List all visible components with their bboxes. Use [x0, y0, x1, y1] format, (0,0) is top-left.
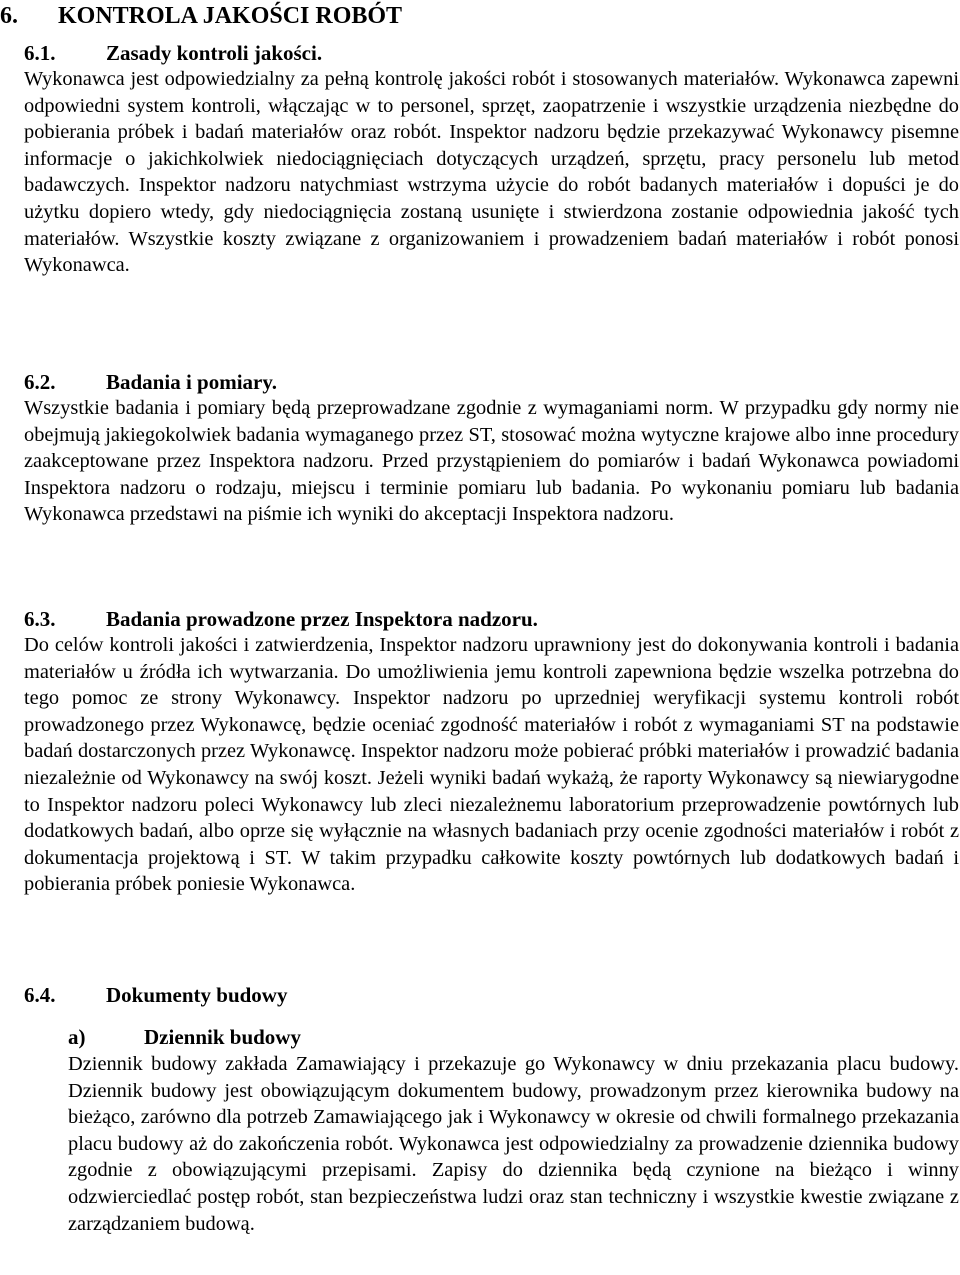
paragraph-6-2: Wszystkie badania i pomiary będą przeprowadzane zgodnie z wymaganiami norm. W przypadku gdy normy nie obejmują jakiegokolwiek badania wymaganego przez ST, stosować można wytyczne krajowe albo inne procedury zaakceptowane przez Inspektora nadzoru. Przed przystąpieniem do pomiarów i badań Wykonawca powiadomi Inspektora nadzoru o rodzaju, miejscu i terminie pomiaru lub badania. Po wykonaniu pomiaru lub badania Wykonawca przedstawi na piśmie ich wyniki do akceptacji Inspektora nadzoru. — [24, 397, 959, 526]
paragraph-6-1: Wykonawca jest odpowiedzialny za pełną kontrolę jakości robót i stosowanych materiałów. Wykonawca zapewni odpowiedni system kontroli, włączając w to personel, sprzęt, zaopatrzenie i wszystkie urządzenia niezbędne do pobierania próbek i badań materiałów oraz robót. Inspektor nadzoru będzie przekazywać Wykonawcy pisemne informacje o jakichkolwiek niedociągnięciach dotyczących urządzeń, sprzętu, pracy personelu lub metod badawczych. Inspektor nadzoru natychmiast wstrzyma użycie do robót badanych materiałów i dopuści je do użytku dopiero wtedy, gdy niedociągnięcia zostaną usunięte i stwierdzona zostanie odpowiednia jakość tych materiałów. Wszystkie koszty związane z organizowaniem i prowadzeniem badań materiałów i robót ponosi Wykonawca. — [24, 68, 959, 277]
section-number: 6. — [0, 3, 18, 29]
subsection-number: 6.3. — [24, 607, 56, 631]
subsection-title: Zasady kontroli jakości. — [106, 41, 323, 65]
subsection-title: Badania i pomiary. — [106, 370, 277, 394]
section-heading — [0, 2, 402, 30]
subsection-heading-6-1 — [24, 40, 322, 66]
subsection-heading-6-2 — [24, 369, 277, 395]
section-title: KONTROLA JAKOŚCI ROBÓT — [58, 3, 403, 29]
paragraph-dziennik-budowy: Dziennik budowy zakłada Zamawiający i przekazuje go Wykonawcy w dniu przekazania placu budowy. Dziennik budowy jest obowiązującym dokumentem budowy, prowadzonym przez kierownika budowy na bieżąco, zarówno dla potrzeb Zamawiającego jak i Wykonawcy w okresie od chwili formalnego przekazania placu budowy aż do zakończenia robót. Wykonawca jest odpowiedzialny za prowadzenie dziennika budowy zgodnie z obowiązującymi przepisami. Zapisy do dziennika będą czynione na bieżąco i winny odzwierciedlać postęp robót, stan bezpieczeństwa ludzi oraz stan techniczny i wszystkie kwestie związane z zarządzaniem budową. — [68, 1053, 959, 1235]
subsubsection-number: a) — [68, 1025, 86, 1049]
subsection-heading-6-4 — [24, 982, 287, 1008]
subsection-number: 6.2. — [24, 370, 56, 394]
subsubsection-heading-a — [68, 1024, 301, 1050]
paragraph-6-3: Do celów kontroli jakości i zatwierdzenia, Inspektor nadzoru uprawniony jest do dokonywania kontroli i badania materiałów u źródła ich wytwarzania. Do umożliwienia jemu kontroli zapewniona będzie wszelka potrzebna do tego pomoc ze strony Wykonawcy. Inspektor nadzoru po uprzedniej weryfikacji systemu kontroli robót prowadzonego przez Wykonawcę, będzie oceniać zgodność materiałów i robót z wymaganiami ST na podstawie badań dostarczonych przez Wykonawcę. Inspektor nadzoru może pobierać próbki materiałów i prowadzić badania niezależnie od Wykonawcy na swój koszt. Jeżeli wyniki badań wykażą, że raporty Wykonawcy są niewiarygodne to Inspektor nadzoru poleci Wykonawcy lub zleci niezależnemu laboratorium przeprowadzenie powtórnych lub dodatkowych badań, albo oprze się wyłącznie na własnych badaniach przy ocenie zgodności materiałów i robót z dokumentacja projektową i ST. W takim przypadku całkowite koszty powtórnych lub dodatkowych badań i pobierania próbek poniesie Wykonawca. — [24, 634, 959, 896]
subsection-number: 6.1. — [24, 41, 56, 65]
subsubsection-title: Dziennik budowy — [144, 1025, 301, 1049]
subsection-heading-6-3 — [24, 606, 538, 632]
subsection-title: Badania prowadzone przez Inspektora nadzoru. — [106, 607, 538, 631]
subsection-title: Dokumenty budowy — [106, 983, 288, 1007]
subsection-number: 6.4. — [24, 983, 56, 1007]
